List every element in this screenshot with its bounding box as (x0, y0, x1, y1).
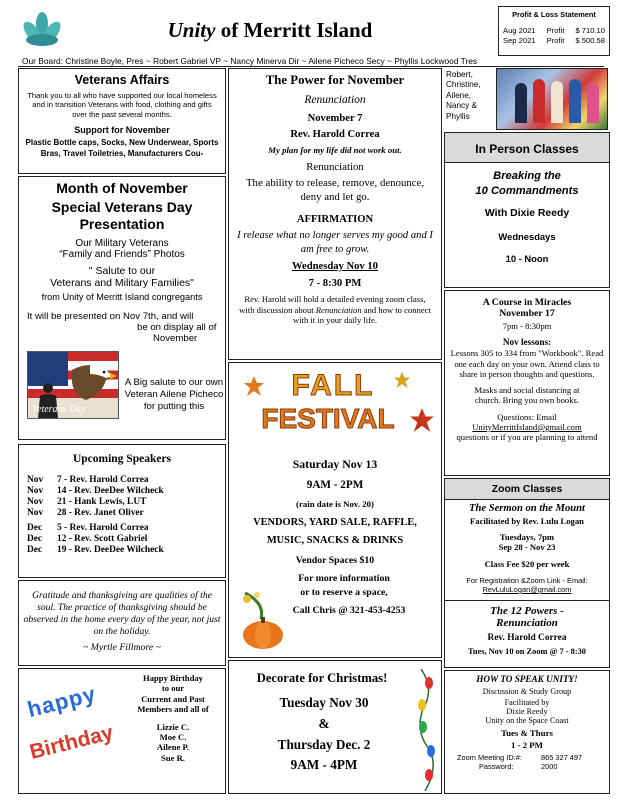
leaf-icon (393, 371, 411, 389)
speaker-month: Nov (27, 486, 44, 496)
password-value: 2000 (541, 762, 558, 771)
power-tagline: My plan for my life did not work out. (268, 145, 402, 155)
christmas-title: Decorate for Christmas! (256, 671, 388, 685)
pl-month: Aug 2021 (503, 26, 536, 35)
masks-text: Masks and social distancing at church. Bring you own books. (474, 384, 580, 406)
sermon-day: Tuesdays, 7pm (499, 532, 555, 542)
photo-person (533, 79, 545, 123)
speaker-month: Dec (27, 534, 43, 544)
powers-facilitator: Rev. Harold Correa (487, 633, 567, 643)
salute-text: A Big salute to our own Veteran Ailene Picheco for putting this (124, 377, 224, 412)
birthday-line: Members and all of (137, 704, 209, 715)
speaker-month: Nov (27, 475, 44, 485)
questions-text: Questions: Email (497, 411, 557, 422)
presented-line: be on display all of (137, 322, 217, 333)
speaker-month: Dec (27, 523, 43, 533)
affirmation-title: AFFIRMATION (296, 214, 374, 225)
speak-unity-box (444, 670, 610, 794)
speakers-list (19, 475, 225, 556)
speaker-entry: 7 - Rev. Harold Correa (57, 475, 149, 485)
lessons-text: Lessons 305 to 334 from "Workbook". Read one each day on your own. Attend class to share in person thoughts and questions. (450, 348, 604, 380)
class-date: Wednesday Nov 10 (292, 261, 378, 272)
speak-unity-days: Tues & Thurs (501, 728, 553, 738)
meeting-id-value: 865 327 497 (541, 753, 583, 762)
veterans-day-line: “Family and Friends” Photos (59, 249, 185, 260)
festival-info: or to reserve a space, (300, 587, 388, 598)
christmas-time: 9AM - 4PM (290, 757, 358, 772)
power-date: November 7 (307, 113, 363, 124)
lotus-logo-icon (20, 10, 64, 54)
support-title: Support for November (74, 125, 170, 136)
password-row (445, 762, 609, 771)
class-title: Breaking the (493, 170, 561, 182)
birthday-box (18, 668, 226, 794)
festival-time: 9AM - 2PM (306, 479, 364, 491)
veterans-day-heading: Special Veterans Day (51, 199, 193, 215)
acim-email-link[interactable]: UnityMerrittIsland@gmail.com (472, 421, 582, 432)
speaker-entry: 12 - Rev. Scott Gabriel (57, 534, 148, 544)
speakers-box (18, 444, 226, 578)
class-desc-emphasis: Renunciation (315, 304, 362, 315)
photo-person (551, 81, 563, 123)
fall-festival-box (228, 362, 442, 658)
powers-title: The 12 Powers - (490, 605, 564, 617)
veterans-day-image-text: Veterans Day (32, 404, 86, 415)
class-time: 10 - Noon (505, 253, 549, 264)
sermon-dates: Sep 28 - Nov 23 (498, 542, 556, 552)
birthday-art-line: Birthday (27, 721, 116, 764)
birthday-line: Current and Past (141, 693, 205, 704)
speaker-entry: 5 - Rev. Harold Correa (57, 523, 149, 533)
meeting-id-label: Zoom Meeting ID:#: (457, 753, 522, 762)
quote-text: Gratitude and thanksgiving are qualities of the soul. The practice of thanksgiving should be observed in the home every day of the year, not just on the holiday. (23, 590, 221, 637)
presented-line: It will be presented on Nov 7th, and will (27, 311, 194, 322)
festival-info: For more information (298, 573, 390, 584)
profit-loss-title: Profit & Loss Statement (512, 10, 596, 19)
festival-contact: Call Chris @ 321-453-4253 (292, 605, 406, 616)
pl-amount: $ 500.58 (575, 36, 605, 45)
birthday-name: Sue R. (161, 752, 185, 763)
photo-person (587, 83, 599, 123)
title-unity: Unity (167, 18, 216, 42)
power-box (228, 68, 442, 360)
header-divider (18, 66, 604, 67)
sermon-title: The Sermon on the Mount (469, 503, 585, 514)
powers-subtitle: Renunciation (496, 617, 558, 629)
birthday-art-line: happy (24, 680, 99, 723)
speaker-row (19, 534, 225, 545)
caption-name: Ailene, (446, 90, 472, 100)
fall-festival-art (233, 367, 437, 447)
class-time: 7 - 8:30 PM (308, 278, 362, 289)
birthday-text (123, 673, 223, 763)
festival-line: VENDORS, YARD SALE, RAFFLE, (253, 517, 417, 528)
speak-unity-title: HOW TO SPEAK UNITY! (476, 674, 578, 684)
caption-name: Christine, (446, 80, 481, 90)
speakers-title: Upcoming Speakers (72, 453, 172, 465)
speaker-row (19, 486, 225, 497)
registration-email-link[interactable]: RevLuluLogan@gmail.com (482, 585, 572, 594)
veterans-affairs-title: Veterans Affairs (74, 73, 170, 87)
veterans-day-line: from Unity of Merritt Island congregants (41, 292, 203, 302)
registration-text: For Registration &Zoom Link - Email: (466, 576, 588, 585)
photo-person (569, 79, 581, 123)
profit-loss-row (503, 36, 605, 46)
veterans-day-line: Veterans and Military Families" (50, 277, 194, 289)
speaker-row (19, 497, 225, 508)
quote-box (18, 580, 226, 666)
birthday-name: Lizzie C. (156, 721, 190, 732)
power-speaker: Rev. Harold Correa (290, 129, 380, 140)
christmas-ampersand: & (318, 716, 330, 731)
veterans-affairs-body: Thank you to all who have supported our local homeless and in transition Veterans with food, clothing and gifts over the past several months. (27, 91, 217, 119)
board-photo (496, 68, 608, 130)
powers-when: Tues, Nov 10 on Zoom @ 7 - 8:30 (468, 647, 586, 656)
birthday-line: Happy Birthday (143, 673, 203, 683)
profit-loss-box (498, 6, 610, 56)
christmas-date: Tuesday Nov 30 (279, 695, 369, 710)
speaker-month: Nov (27, 508, 44, 518)
rain-date: (rain date is Nov. 20) (296, 499, 374, 509)
speaker-entry: 19 - Rev. DeeDee Wilcheck (57, 545, 164, 555)
caption-name: Robert, (446, 70, 473, 79)
speaker-entry: 21 - Hank Lewis, LUT (57, 497, 147, 507)
class-desc-text: Rev. Harold will hold a detailed evening zoom class, with discussion about (239, 294, 426, 315)
speaker-row (19, 523, 225, 534)
speaker-month: Dec (27, 545, 43, 555)
speak-unity-line: Discussion & Study Group (482, 687, 572, 696)
birthday-name: Moe C. (159, 732, 187, 743)
festival-line: MUSIC, SNACKS & DRINKS (266, 535, 404, 546)
pl-month: Sep 2021 (503, 36, 536, 45)
zoom-header: Zoom Classes (445, 479, 609, 500)
password-label: Password: (479, 762, 514, 771)
power-subtitle: Renunciation (304, 94, 366, 106)
in-person-header: In Person Classes (445, 133, 609, 163)
pl-label: Profit (546, 36, 565, 45)
class-teacher: With Dixie Reedy (484, 208, 570, 219)
birthday-art (25, 681, 99, 723)
caption-name: Nancy & (446, 101, 477, 111)
christmas-date: Thursday Dec. 2 (277, 737, 371, 752)
pumpkin-icon (235, 589, 287, 651)
eagle-icon (62, 360, 118, 406)
meeting-id-row (445, 753, 609, 762)
speak-unity-line: Dixie Reedy (506, 707, 548, 716)
class-fee: Class Fee $20 per week (484, 559, 570, 569)
class-desc-text: and how to connect with it in your daily life. (292, 304, 431, 326)
veterans-day-line: Our Military Veterans (75, 238, 169, 249)
pl-amount: $ 710.10 (575, 26, 605, 35)
speaker-row (19, 508, 225, 519)
veterans-affairs-box (18, 68, 226, 174)
acim-box (444, 290, 610, 476)
christmas-box (228, 660, 442, 794)
veterans-day-box (18, 176, 226, 440)
birthday-name: Ailene P. (156, 742, 190, 753)
speaker-entry: 14 - Rev. DeeDee Wilcheck (57, 486, 164, 496)
fall-art-text: FALL (291, 369, 375, 402)
veterans-day-heading: Month of November (56, 180, 188, 196)
veterans-day-heading: Presentation (79, 216, 165, 232)
power-definition: The ability to release, remove, denounce, deny and let go. (245, 177, 425, 203)
acim-date: November 17 (499, 308, 555, 319)
presented-line: November (153, 333, 198, 344)
board-members: Our Board: Christine Boyle, Pres ~ Robert Gabriel VP ~ Nancy Minerva Dir ~ Ailene Picheco Secy ~ Phyllis Lockwood Tres (22, 56, 478, 66)
class-description (229, 289, 441, 326)
speak-unity-line: Facilitated by (504, 698, 550, 707)
speak-unity-line: Unity on the Space Coast (485, 716, 569, 725)
class-title: 10 Commandments (475, 185, 579, 197)
questions-text: questions or if you are planning to attend (456, 431, 598, 442)
veterans-day-line: " Salute to our (88, 265, 156, 277)
birthday-line: to our (161, 683, 185, 694)
speaker-row (19, 475, 225, 486)
christmas-lights-icon (413, 669, 441, 791)
quote-author: ~ Myrtle Fillmore ~ (83, 642, 161, 653)
caption-name: Phyllis (446, 111, 470, 121)
festival-art-text: FESTIVAL (261, 403, 395, 434)
photo-caption (446, 70, 494, 122)
acim-title: A Course in Miracles (482, 297, 572, 308)
speaker-entry: 28 - Rev. Janet Oliver (57, 508, 144, 518)
photo-person (515, 83, 527, 123)
speaker-month: Nov (27, 497, 44, 507)
pl-label: Profit (546, 26, 565, 35)
power-word: Renunciation (306, 161, 364, 173)
newsletter-title (80, 18, 460, 43)
class-day: Wednesdays (498, 231, 556, 242)
leaf-icon (243, 375, 265, 397)
zoom-divider (445, 600, 609, 601)
acim-time: 7pm - 8:30pm (502, 321, 552, 331)
in-person-box (444, 132, 610, 288)
speak-unity-time: 1 - 2 PM (510, 740, 543, 750)
vendor-spaces: Vendor Spaces $10 (295, 555, 375, 566)
sermon-facilitator: Facilitated by Rev. Lulu Logan (470, 516, 584, 526)
power-title: The Power for November (265, 73, 405, 87)
profit-loss-row (503, 26, 605, 36)
title-rest: of Merritt Island (220, 18, 373, 42)
veterans-day-image (27, 351, 119, 419)
lessons-title: Nov lessons: (502, 337, 552, 347)
support-items: Plastic Bottle caps, Socks, New Underwear, Sports Bras, Travel Toiletries, Manufacturers Cou- (25, 138, 219, 158)
affirmation-text: I release what no longer serves my good and I am free to grow. (237, 230, 433, 255)
zoom-box (444, 478, 610, 668)
speaker-row (19, 545, 225, 556)
festival-date: Saturday Nov 13 (292, 457, 378, 471)
